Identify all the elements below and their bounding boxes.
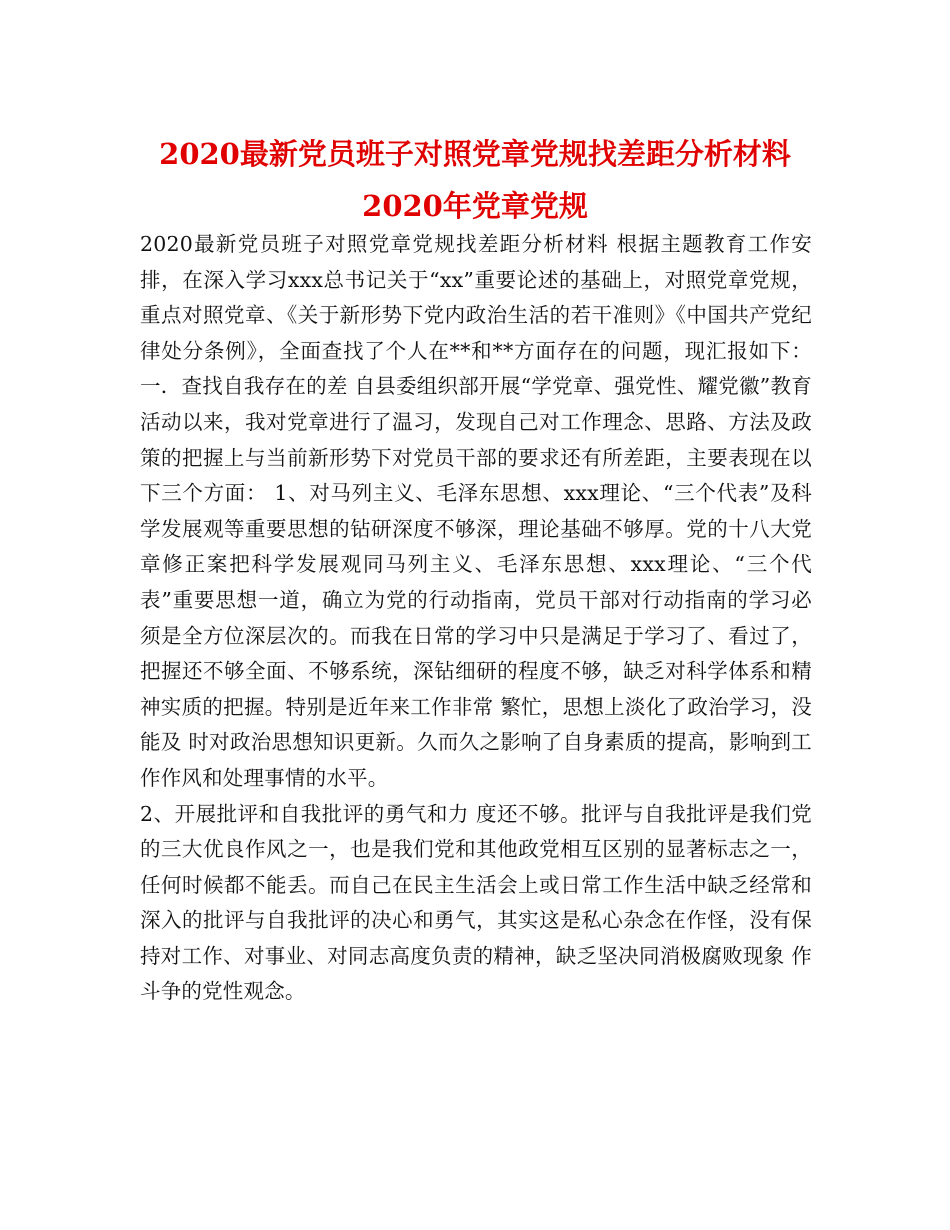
- document-body: [140, 227, 812, 1010]
- body-paragraph-2: 2、开展批评和自我批评的勇气和力 度还不够。批评与自我批评是我们党的三大优良作风之一，也是我们党和其他政党相互区别的显著标志之一，任何时候都不能丢。而自己在民主生活会上或日常工作生活中缺乏经常和深入的批评与自我批评的决心和勇气，其实这是私心杂念在作怪，没有保持对工作、对事业、对同志高度负责的精神，缺乏坚决同消极腐败现象 作斗争的党性观念。: [140, 801, 812, 1004]
- body-paragraph-1: 2020最新党员班子对照党章党规找差距分析材料 根据主题教育工作安排，在深入学习xxx总书记关于“xx”重要论述的基础上，对照党章党规，重点对照党章、《关于新形势下党内政治生活的若干准则》《中国共产党纪律处分条例》，全面查找了个人在**和**方面存在的问题，现汇报如下： 一．查找自我存在的差 自县委组织部开展“学党章、强党性、耀党徽”教育活动以来，我对党章进行了温习，发现自己对工作理念、思路、方法及政策的把握上与当前新形势下对党员干部的要求还有所差距，主要表现在以下三个方面： 1、对马列主义、毛泽东思想、xxx理论、“三个代表”及科学发展观等重要思想的钻研深度不够深，理论基础不够厚。党的十八大党章修正案把科学发展观同马列主义、毛泽东思想、xxx理论、“三个代表”重要思想一道，确立为党的行动指南，党员干部对行动指南的学习必须是全方位深层次的。而我在日常的学习中只是满足于学习了、看过了，把握还不够全面、不够系统，深钻细研的程度不够，缺乏对科学体系和精 神实质的把握。特别是近年来工作非常 繁忙，思想上淡化了政治学习，没能及 时对政治思想知识更新。久而久之影响了自身素质的提高，影响到工作作风和处理事情的水平。: [140, 232, 812, 790]
- document-title: 2020最新党员班子对照党章党规找差距分析材料 2020年党章党规: [159, 137, 791, 223]
